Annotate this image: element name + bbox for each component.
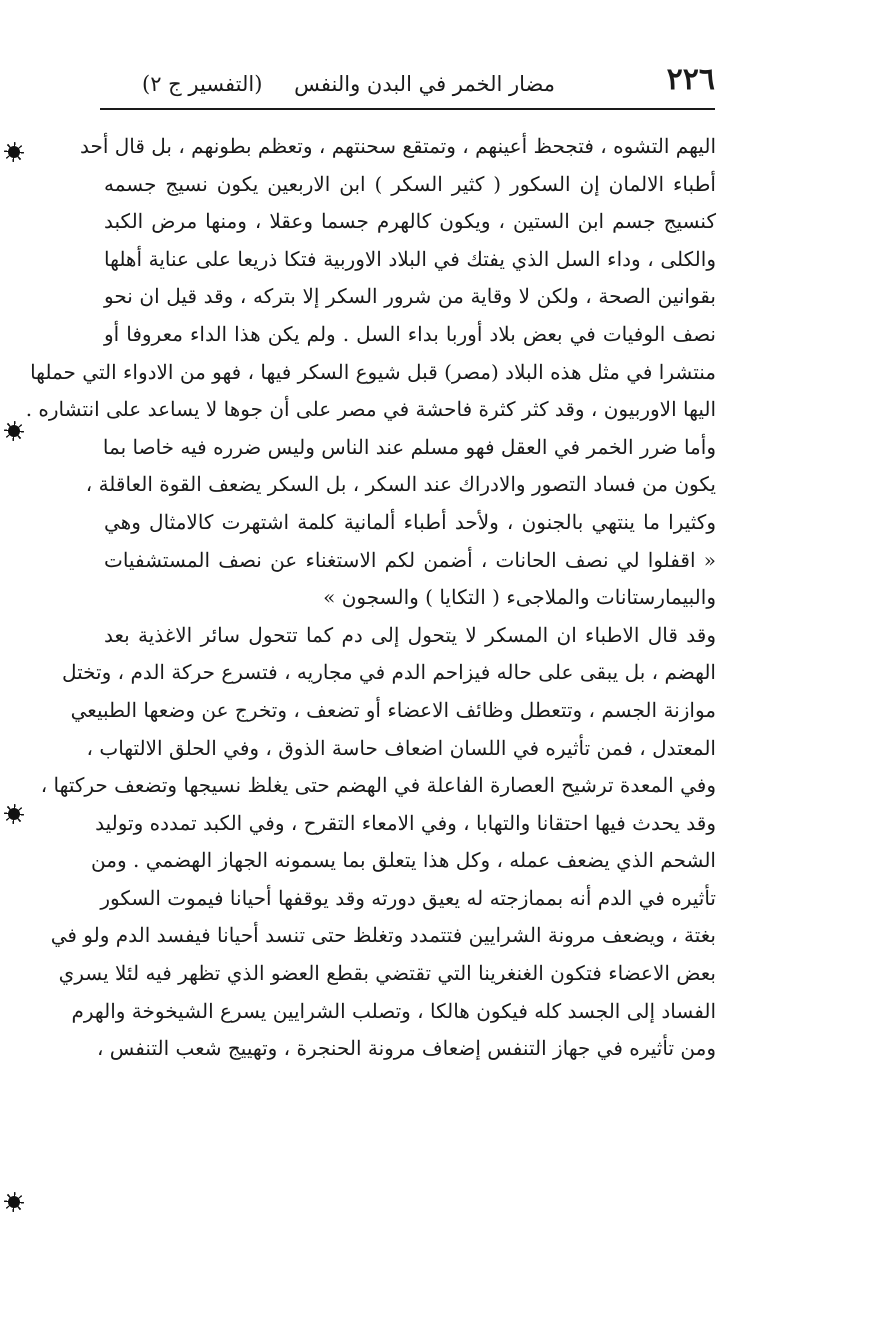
text-line: نصف الوفيات في بعض بلاد أوربا بداء السل . ولم يكن هذا الداء معروفا أو [104,321,716,346]
text-line: « اقفلوا لي نصف الحانات ، أضمن لكم الاستغناء عن نصف المستشفيات [104,547,716,572]
text-line: بقوانين الصحة ، ولكن لا وقاية من شرور السكر إلا بتركه ، وقد قيل ان نحو [104,284,716,309]
text-line: ومن تأثيره في جهاز التنفس إضعاف مرونة الحنجرة ، وتهييج شعب التنفس ، [96,1036,716,1061]
text-line: كنسيج جسم ابن الستين ، ويكون كالهرم جسما وعقلا ، ومنها مرض الكبد [104,209,716,234]
text-line: بغتة ، ويضعف مرونة الشرايين فتتمدد وتغلظ حتى تنسد أحيانا فيفسد الدم ولو في [50,923,716,948]
text-line: المعتدل ، فمن تأثيره في اللسان اضعاف حاسة الذوق ، وفي الحلق الالتهاب ، [86,735,716,760]
text-line: اليهم التشوه ، فتجحظ أعينهم ، وتمتقع سحنتهم ، وتعظم بطونهم ، بل قال أحد [79,134,716,158]
volume-label: (التفسير ج ٢) [142,72,263,96]
text-line: وقد قال الاطباء ان المسكر لا يتحول إلى دم كما تتحول سائر الاغذية بعد [104,622,716,647]
body-text [25,128,716,1068]
running-title: مضار الخمر في البدن والنفس [294,72,555,96]
text-line: أطباء الالمان إن السكور ( كثير السكر ) ابن الاربعين يكون نسيج جسمه [104,171,716,196]
page-header [100,62,715,106]
margin-mark-icon [8,808,20,820]
text-line: تأثيره في الدم أنه بممازجته له يعيق دورته وقد يوقفها أحيانا فيموت السكور [100,885,716,910]
text-line: والبيمارستانات والملاجىء ( التكايا ) والسجون » [323,585,716,610]
text-line: وفي المعدة ترشيح العصارة الفاعلة في الهضم حتى يغلظ نسيجها وتضعف حركتها ، [40,773,716,798]
page-number: ٢٢٦ [666,62,715,97]
margin-mark-icon [8,1196,20,1208]
text-line: منتشرا في مثل هذه البلاد (مصر) قبل شيوع السكر فيها ، فهو من الادواء التي حملها [30,359,716,384]
text-line: الشحم الذي يضعف عمله ، وكل هذا يتعلق بما يسمونه الجهاز الهضمي . ومن [91,848,716,873]
text-line: موازنة الجسم ، وتتعطل وظائف الاعضاء أو تضعف ، وتخرج عن وضعها الطبيعي [70,697,716,722]
text-line: وأما ضرر الخمر في العقل فهو مسلم عند الناس وليس ضرره فيه خاصا بما [102,434,716,459]
text-line: بعض الاعضاء فتكون الغنغرينا التي تقتضي بقطع العضو الذي تظهر فيه لئلا يسري [58,961,716,986]
text-line: يكون من فساد التصور والادراك عند السكر ، بل السكر يضعف القوة العاقلة ، [85,472,716,497]
margin-mark-icon [8,425,20,437]
text-line: وقد يحدث فيها احتقانا والتهابا ، وفي الامعاء التقرح ، وفي الكبد تمدده وتوليد [95,810,716,835]
text-line: والكلى ، وداء السل الذي يفتك في البلاد الاوربية فتكا ذريعا على عناية أهلها [104,246,716,271]
text-line: اليها الاوربيون ، وقد كثر كثرة فاحشة في مصر على أن جوها لا يساعد على انتشاره . [25,397,716,422]
text-line: الهضم ، بل يبقى على حاله فيزاحم الدم في مجاريه ، فتسرع حركة الدم ، وتختل [61,660,716,685]
header-divider [100,108,715,110]
text-line: وكثيرا ما ينتهي بالجنون ، ولأحد أطباء ألمانية كلمة اشتهرت كالامثال وهي [104,509,716,534]
text-line: الفساد إلى الجسد كله فيكون هالكا ، وتصلب الشرايين يسرع الشيخوخة والهرم [71,998,716,1023]
margin-mark-icon [8,146,20,158]
